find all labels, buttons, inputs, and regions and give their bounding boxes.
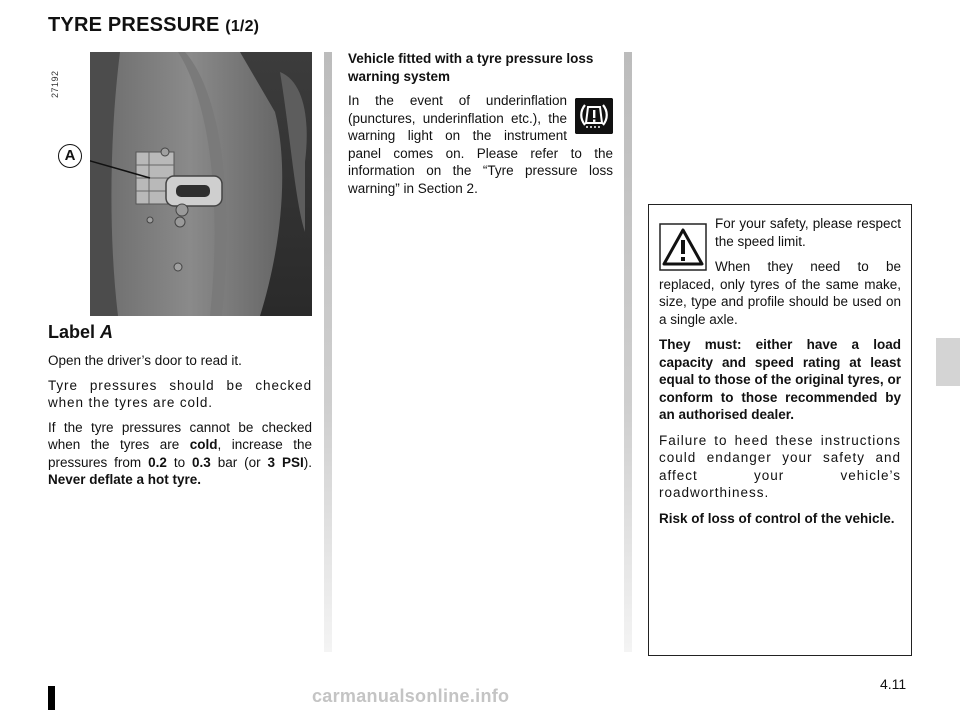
warning-risk-of-loss-text: Risk of loss of control of the vehicle.: [659, 510, 895, 526]
emphasis-psi: 3 PSI: [267, 454, 304, 470]
page-title-part: (1/2): [225, 18, 260, 35]
paragraph-cold-check: Tyre pressures should be checked when the tyres are cold.: [48, 377, 312, 410]
page-number: 4.11: [880, 676, 907, 692]
watermark: carmanualsonline.info: [312, 686, 510, 706]
page-title-text: TYRE PRESSURE: [48, 14, 220, 36]
emphasis-value: 0.2: [148, 454, 167, 470]
emphasis-value: 0.3: [192, 454, 211, 470]
label-heading: [48, 322, 312, 343]
photo-reference-code: 27192: [50, 70, 60, 98]
text-run: , increase the pressures from: [48, 437, 312, 470]
label-heading-letter: A: [100, 322, 114, 342]
warning-tyre-replacement: When they need to be replaced, only tyres of the same make, size, type and profile should be used on a single axle.: [659, 259, 901, 327]
section-tab: [936, 338, 960, 386]
text-run: If the tyre pressures cannot be checked when the tyres are: [48, 419, 312, 452]
warning-load-capacity-text: They must: either have a load capacity and speed rating at least equal to those of the original tyres, or conform to those recommended by an authorised dealer.: [659, 337, 901, 422]
warning-load-capacity: [659, 336, 901, 424]
tpms-section: [348, 50, 613, 197]
warning-failure-to-heed: Failure to heed these instructions could endanger your safety and affect your vehicle’s roadworthiness.: [659, 432, 901, 500]
emphasis-cold: cold: [189, 437, 218, 452]
text-run: bar (or: [217, 454, 261, 470]
warning-speed-limit: For your safety, please respect the speed limit.: [715, 216, 901, 249]
warning-risk-of-loss: [659, 510, 901, 528]
page-marker-bar: [48, 686, 55, 710]
tpms-heading: Vehicle fitted with a tyre pressure loss warning system: [348, 51, 594, 84]
column-divider-right: [624, 52, 632, 652]
callout-label-a: A: [58, 144, 82, 168]
warning-triangle-icon: [659, 223, 707, 271]
text-run: ).: [303, 454, 312, 470]
paragraph-door: Open the driver’s door to read it.: [48, 353, 242, 368]
label-heading-text: Label: [48, 322, 96, 342]
safety-warning-box: [648, 204, 912, 656]
paragraph-pressure-increase: [48, 419, 312, 489]
tyre-pressure-warning-icon: [575, 98, 613, 134]
label-section: [48, 322, 312, 496]
emphasis-never-deflate: Never deflate a hot tyre.: [48, 472, 202, 487]
column-divider-left: [324, 52, 332, 652]
text-run: warning light on the instrument panel comes on. Please refer to the information on the “Tyre pressure loss warning” in Section 2.: [348, 128, 613, 196]
text-run: In the event of underinflation (punctures, underinflation etc.), the: [348, 93, 567, 126]
door-pillar-photo: [90, 52, 312, 316]
page-title: [48, 14, 259, 37]
text-run: to: [173, 454, 186, 470]
tpms-paragraph: [348, 92, 613, 197]
